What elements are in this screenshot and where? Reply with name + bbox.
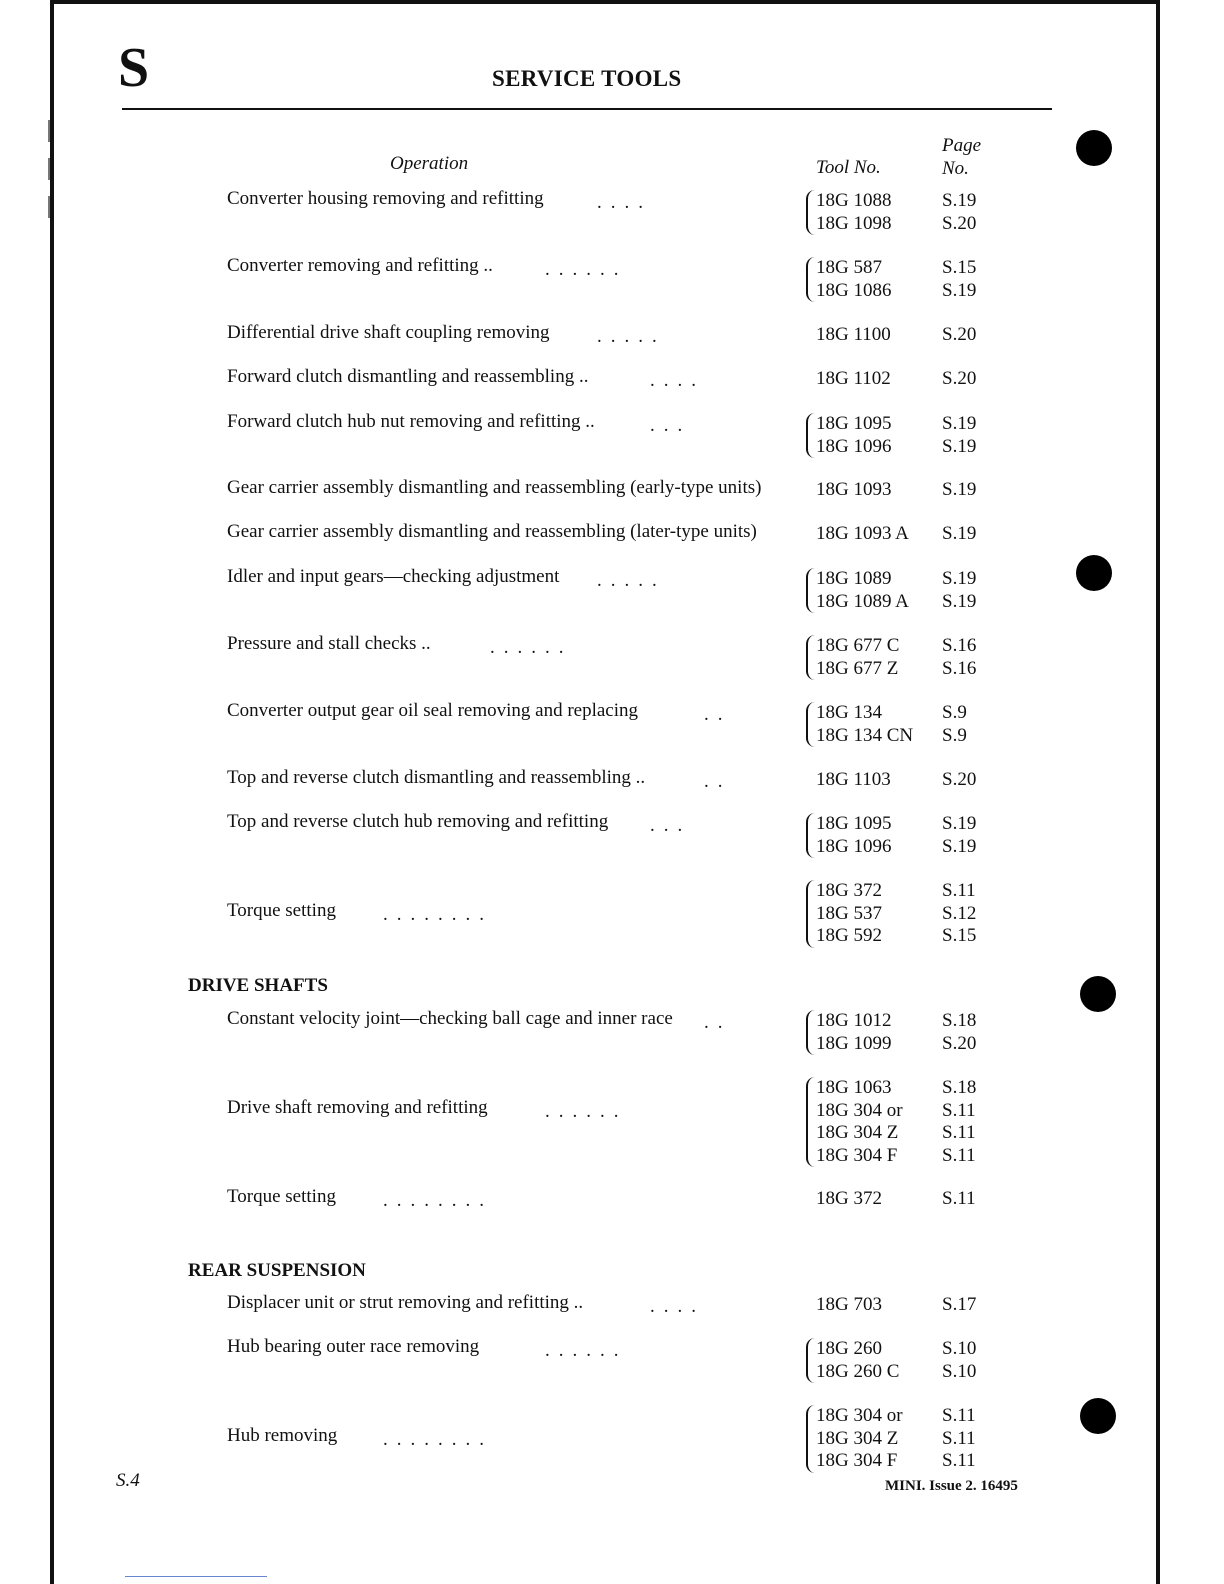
page-reference: S.11 — [942, 1099, 976, 1121]
dot-leader: ... — [650, 815, 692, 836]
page-title: SERVICE TOOLS — [492, 66, 682, 91]
page-reference: S.16 — [942, 657, 977, 679]
page-ref-list — [942, 880, 976, 948]
page-reference: S.9 — [942, 724, 967, 746]
tool-list — [816, 523, 909, 546]
tool-number: 18G 1096 — [816, 435, 892, 457]
dot-leader: .... — [650, 370, 705, 391]
operation-text: Gear carrier assembly dismantling and reassembling (early-type units) — [227, 477, 762, 498]
tool-number: 18G 1012 — [816, 1010, 892, 1031]
page-ref-list — [942, 1405, 976, 1473]
dot-leader: .. — [704, 771, 732, 792]
page-ref-list — [942, 568, 976, 613]
bracketed-tool-list — [806, 257, 891, 302]
bracketed-tool-list — [806, 1405, 903, 1473]
bracketed-tool-list — [806, 1077, 903, 1167]
tool-number: 18G 304 F — [816, 1144, 898, 1166]
dot-leader: ........ — [383, 904, 493, 925]
page-reference: S.18 — [942, 1010, 977, 1031]
tool-number: 18G 1095 — [816, 413, 892, 434]
dot-leader: .... — [597, 192, 652, 213]
page-reference: S.19 — [942, 435, 977, 457]
operation-text: Hub bearing outer race removing — [227, 1336, 480, 1357]
dot-leader: ...... — [490, 637, 573, 658]
page-reference: S.19 — [942, 413, 977, 434]
page-reference: S.15 — [942, 925, 977, 946]
section-heading-drive-shafts: DRIVE SHAFTS — [188, 975, 328, 996]
page-reference: S.11 — [942, 1188, 976, 1209]
page-reference: S.19 — [942, 190, 977, 211]
operation-text: Forward clutch hub nut removing and refitting .. — [227, 411, 595, 432]
page-reference: S.19 — [942, 523, 977, 544]
tool-number: 18G 1095 — [816, 813, 892, 834]
dot-leader: .... — [650, 1296, 705, 1317]
tool-number: 18G 1089 A — [816, 590, 909, 612]
operation-text: Pressure and stall checks .. — [227, 633, 431, 654]
operation-text: Differential drive shaft coupling removing — [227, 322, 550, 343]
operation-text: Displacer unit or strut removing and refitting .. — [227, 1292, 584, 1313]
page-ref-list — [942, 257, 976, 302]
page-reference: S.11 — [942, 1405, 976, 1426]
dot-leader: ...... — [545, 1340, 628, 1361]
dot-leader: .. — [704, 704, 732, 725]
dot-leader: ... — [650, 415, 692, 436]
page-reference: S.20 — [942, 324, 977, 345]
page-ref-list — [942, 1010, 976, 1055]
margin-mark — [48, 158, 50, 180]
issue-info: MINI. Issue 2. 16495 — [885, 1478, 1018, 1494]
tool-list — [816, 479, 891, 502]
page-reference: S.18 — [942, 1077, 977, 1098]
tool-number: 18G 1099 — [816, 1032, 892, 1054]
bracketed-tool-list — [806, 190, 891, 235]
tool-number: 18G 1086 — [816, 279, 892, 301]
margin-mark — [48, 196, 50, 218]
tool-number: 18G 372 — [816, 1188, 882, 1209]
page-header-line: No. — [942, 158, 969, 179]
section-letter: S — [118, 37, 150, 99]
tool-number: 18G 304 Z — [816, 1427, 899, 1449]
page-reference: S.10 — [942, 1338, 977, 1359]
tool-number: 18G 1098 — [816, 212, 892, 234]
page-ref-list — [942, 769, 976, 792]
dot-leader: .. — [704, 1012, 732, 1033]
tool-number: 18G 1093 A — [816, 523, 909, 544]
page-reference: S.10 — [942, 1360, 977, 1382]
page-ref-list — [942, 1338, 976, 1383]
tool-number: 18G 537 — [816, 902, 882, 924]
tool-number: 18G 372 — [816, 880, 882, 901]
dot-leader: ........ — [383, 1429, 493, 1450]
binder-hole — [1076, 555, 1112, 591]
operation-text: Torque setting — [227, 900, 336, 921]
tool-number: 18G 1088 — [816, 190, 892, 211]
page-reference: S.19 — [942, 479, 977, 500]
operation-text: Hub removing — [227, 1425, 338, 1446]
dot-leader: ..... — [597, 326, 666, 347]
tool-number: 18G 304 or — [816, 1405, 903, 1426]
page-ref-list — [942, 523, 976, 546]
bracketed-tool-list — [806, 813, 891, 858]
tool-number: 18G 134 — [816, 702, 882, 723]
page-reference: S.19 — [942, 568, 977, 589]
tool-number: 18G 677 C — [816, 635, 900, 656]
operation-text: Idler and input gears—checking adjustment — [227, 566, 560, 587]
page-border-right — [1156, 0, 1160, 1584]
tool-number: 18G 1100 — [816, 324, 891, 345]
section-heading-rear-suspension: REAR SUSPENSION — [188, 1260, 366, 1281]
bracketed-tool-list — [806, 880, 882, 948]
page-reference: S.19 — [942, 813, 977, 834]
page-reference: S.20 — [942, 368, 977, 389]
page-number: S.4 — [116, 1470, 140, 1491]
tool-number: 18G 304 Z — [816, 1122, 899, 1143]
dot-leader: ..... — [597, 570, 666, 591]
page-header-line: Page — [942, 135, 982, 156]
tool-number: 18G 304 or — [816, 1099, 903, 1121]
tool-number: 18G 677 Z — [816, 657, 899, 679]
operation-column-header: Operation — [390, 153, 469, 174]
tool-list — [816, 1188, 882, 1211]
page-reference: S.19 — [942, 279, 977, 301]
tool-no-column-header: Tool No. — [816, 157, 881, 178]
page-reference: S.11 — [942, 880, 976, 901]
tool-number: 18G 592 — [816, 925, 882, 946]
tool-number: 18G 1063 — [816, 1077, 892, 1098]
operation-text: Forward clutch dismantling and reassembling .. — [227, 366, 589, 387]
bracketed-tool-list — [806, 702, 913, 747]
page-reference: S.11 — [942, 1427, 976, 1449]
tool-number: 18G 304 F — [816, 1450, 898, 1471]
page-reference: S.20 — [942, 769, 977, 790]
page-reference: S.12 — [942, 902, 977, 924]
dot-leader: ...... — [545, 259, 628, 280]
page-reference: S.19 — [942, 835, 977, 857]
page-reference: S.20 — [942, 212, 977, 234]
tool-list — [816, 368, 891, 391]
page-ref-list — [942, 813, 976, 858]
tool-list — [816, 1294, 882, 1317]
page-reference: S.9 — [942, 702, 967, 723]
binder-hole — [1080, 1398, 1116, 1434]
page-ref-list — [942, 1188, 976, 1211]
operation-text: Converter output gear oil seal removing and replacing — [227, 700, 639, 721]
page-reference: S.19 — [942, 590, 977, 612]
bracketed-tool-list — [806, 1010, 891, 1055]
page-ref-list — [942, 190, 976, 235]
tool-number: 18G 703 — [816, 1294, 882, 1315]
dot-leader: ........ — [383, 1190, 493, 1211]
page-reference: S.11 — [942, 1122, 976, 1143]
tool-number: 18G 260 C — [816, 1360, 900, 1382]
page-ref-list — [942, 702, 967, 747]
page-ref-list — [942, 479, 976, 502]
page-reference: S.11 — [942, 1450, 976, 1471]
tool-list — [816, 769, 891, 792]
tool-number: 18G 1096 — [816, 835, 892, 857]
tool-number: 18G 1093 — [816, 479, 892, 500]
tool-number: 18G 260 — [816, 1338, 882, 1359]
page-ref-list — [942, 635, 976, 680]
tool-number: 18G 1089 — [816, 568, 892, 589]
operation-text: Torque setting — [227, 1186, 336, 1207]
tool-number: 18G 1102 — [816, 368, 891, 389]
operation-text: Gear carrier assembly dismantling and reassembling (later-type units) — [227, 521, 757, 542]
binder-hole — [1076, 130, 1112, 166]
margin-mark — [48, 120, 50, 142]
page-ref-list — [942, 1294, 976, 1317]
title-rule — [122, 108, 1052, 110]
dot-leader: ...... — [545, 1101, 628, 1122]
operation-text: Converter housing removing and refitting — [227, 188, 544, 209]
bracketed-tool-list — [806, 413, 891, 458]
page-reference: S.11 — [942, 1144, 976, 1166]
page-ref-list — [942, 324, 976, 347]
bracketed-tool-list — [806, 1338, 899, 1383]
operation-text: Constant velocity joint—checking ball cage and inner race — [227, 1008, 673, 1029]
page-no-column-header — [942, 134, 981, 180]
tool-number: 18G 587 — [816, 257, 882, 278]
page-reference: S.17 — [942, 1294, 977, 1315]
operation-text: Top and reverse clutch dismantling and reassembling .. — [227, 767, 646, 788]
bracketed-tool-list — [806, 635, 899, 680]
tool-list — [816, 324, 891, 347]
page-reference: S.20 — [942, 1032, 977, 1054]
operation-text: Drive shaft removing and refitting — [227, 1097, 488, 1118]
bottom-rule — [125, 1576, 267, 1577]
bracketed-tool-list — [806, 568, 909, 613]
page-ref-list — [942, 1077, 976, 1167]
tool-number: 18G 134 CN — [816, 724, 914, 746]
page-border-top — [50, 0, 1160, 4]
binder-hole — [1080, 976, 1116, 1012]
page-ref-list — [942, 368, 976, 391]
operation-text: Top and reverse clutch hub removing and refitting — [227, 811, 609, 832]
page-ref-list — [942, 413, 976, 458]
page-reference: S.15 — [942, 257, 977, 278]
page-border-left — [50, 0, 54, 1584]
operation-text: Converter removing and refitting .. — [227, 255, 493, 276]
page-reference: S.16 — [942, 635, 977, 656]
tool-number: 18G 1103 — [816, 769, 891, 790]
